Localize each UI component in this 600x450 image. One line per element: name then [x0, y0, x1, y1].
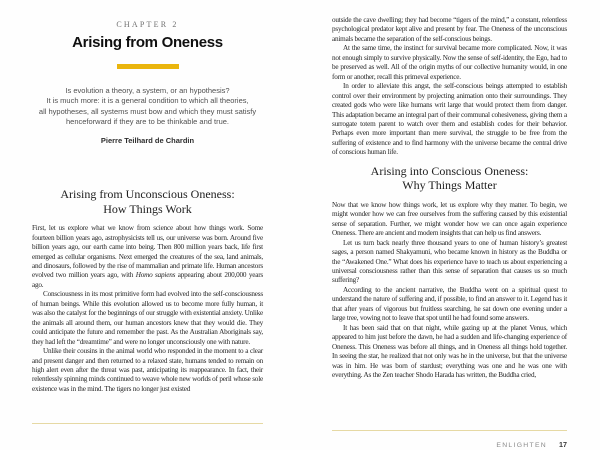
page-number: 17 — [559, 440, 567, 449]
section-heading-why-things-matter — [332, 164, 567, 193]
left-body-text — [32, 224, 263, 394]
right-page — [332, 0, 567, 450]
left-page — [32, 0, 263, 450]
epigraph-attribution: Pierre Teilhard de Chardin — [100, 136, 195, 146]
section-heading-line1: Arising from Unconscious Oneness: — [60, 187, 235, 202]
paragraph: Consciousness in its most primitive form had evolved into the self-consciousness of human beings. While this evolution allowed us to become more fully human, it was also the catalyst for the beginnings of our struggle with existential anxiety. Unlike the animals all around them, our human ancestors knew that they would die. They could anticipate the future and remember the past. As the Australian Aboriginals say, they had left the “dreamtime” and were no longer unconsciously one with nature. — [32, 290, 263, 346]
paragraph: At the same time, the instinct for survival became more complicated. Now, it was not enough simply to survive physically. Now the sense of self-identity, the Ego, had to be preserved as well. All of the origin myths of our collective humanity would, in one form or another, recall this primeval experience. — [332, 44, 567, 81]
chapter-label: CHAPTER 2 — [116, 20, 179, 29]
epigraph-line: henceforward if they are to be thinkable and true. — [65, 116, 230, 126]
paragraph: In order to alleviate this angst, the self-conscious beings attempted to establish control over their environment by projecting animation onto their surroundings. They created gods who were like humans writ large that would protect them from danger. This adaptation became an integral part of their communal cohesiveness, giving them a surrogate totem parent to watch over them and establish codes for their behavior. Perhaps even more important than mere survival, the struggle to be free from the suffering of existence and to find harmony with the universe became the central drive of conscious human life. — [332, 82, 567, 157]
epigraph-line: Is evolution a theory, a system, or an hypothesis? — [65, 86, 230, 95]
footer-rule-left — [32, 423, 263, 424]
right-body-text-top — [332, 16, 567, 158]
page-footer — [496, 434, 567, 450]
section-heading-how-things-work — [32, 187, 263, 216]
paragraph: It has been said that on that night, while gazing up at the planet Venus, which appeared to him just before the dawn, he had a sudden and life-changing experience of Oneness. This Oneness was before all things, and in Oneness all things hold together. In seeing the star, he realized that not only was he in the universe, but that the universe was in him. He was born of stardust; everything was one and he was one with everything. As the Zen teacher Shodo Harada has written, the Buddha cried, — [332, 323, 567, 379]
epigraph-line: It is much more: it is a general condition to which all theories, — [46, 96, 249, 106]
paragraph: outside the cave dwelling; they had become “tigers of the mind,” a constant, relentless psychological predator kept alive and present by fear. The Oneness of the unconscious animals became the separation of the self-conscious beings. — [332, 16, 567, 43]
paragraph: Now that we know how things work, let us explore why they matter. To begin, we might wonder how we can free ourselves from the suffering caused by this existential sense of separation. Further, we might wonder how we can once again experience Oneness. There are ancient and modern insights that can help us find answers. — [332, 200, 567, 238]
epigraph-line: all hypotheses, all systems must bow and which they must satisfy — [38, 106, 257, 116]
paragraph: Let us turn back nearly three thousand years to one of human history’s greatest sages, a person named Shakyamuni, who became known in history as the Buddha or the “Awakened One.” What does his experience have to teach us about experiencing a universal consciousness rather than this sense of separation that causes us so much suffering? — [332, 238, 567, 285]
section-heading-line1: Arising into Conscious Oneness: — [370, 163, 529, 178]
section-heading-line2: Why Things Matter — [402, 178, 497, 193]
right-body-text — [332, 201, 567, 381]
paragraph: First, let us explore what we know from science about how things work. Some fourteen billion years ago, astrophysicists tell us, our universe was born. Around five billion years ago, our earth came into being. Then 800 million years back, life first emerged as cellular organisms. Next emerged the creatures of the sea, land animals, and dinosaurs, followed by the rise of mammalian and primate life. Human ancestors evolved two million years ago, with Homo sapiens appearing about 200,000 years ago. — [32, 224, 263, 289]
epigraph — [32, 86, 263, 127]
paragraph: According to the ancient narrative, the Buddha went on a spiritual quest to understand the nature of suffering and, if possible, to find an answer to it. Legend has it that after years of vigorous but fruitless searching, he sat down one evening under a large tree, vowing not to leave that spot until he had found some answers. — [332, 285, 567, 323]
title-accent-bar — [117, 64, 179, 69]
paragraph: Unlike their cousins in the animal world who responded in the moment to a clear and present danger and then returned to a relaxed state, humans tended to remain on high alert even after the threat was past, anticipating its reappearance. In fact, their relentlessly spinning minds continued to weave whole new worlds of peril whose sole existence was in the mind. The tigers no longer just existed — [32, 347, 263, 393]
chapter-title: Arising from Oneness — [72, 34, 223, 51]
footer-rule-right — [332, 430, 567, 431]
running-head: ENLIGHTEN — [496, 442, 547, 449]
section-heading-line2: How Things Work — [103, 201, 192, 216]
